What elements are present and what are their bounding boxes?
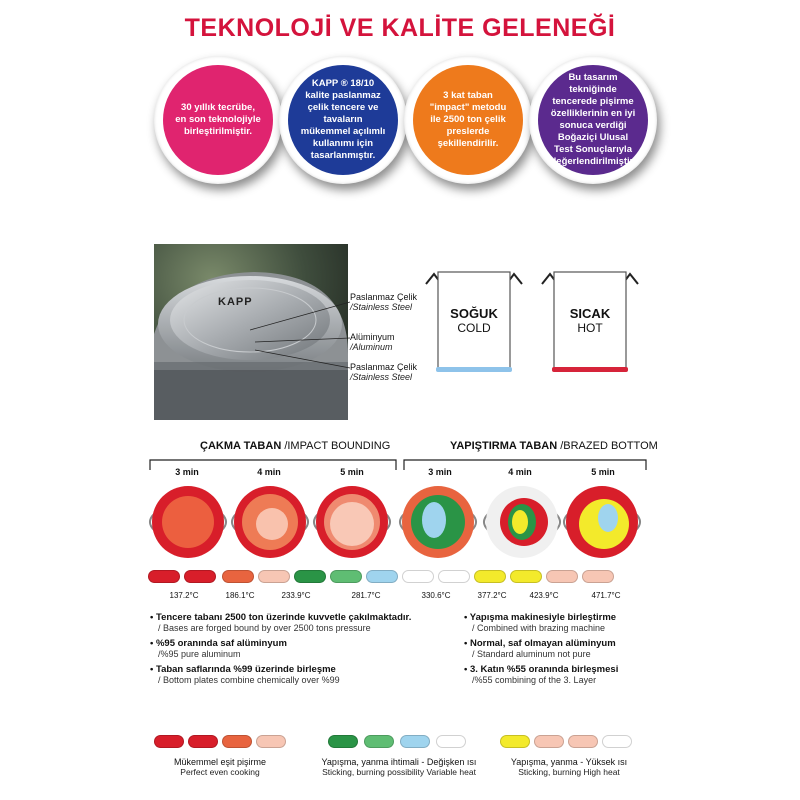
hot-pot-diagram [540,268,640,374]
feature-text: 3 kat taban "impact" metodu ile 2500 ton çelik preslerde şekillendirilir. [429,90,507,149]
pan-3min-brazed [402,486,474,558]
pot-label-en: HOT [577,321,603,335]
heat-color-pill [148,570,180,583]
bullet-item: • %95 oranında saf alüminyum /%95 pure aluminum [150,638,450,659]
minute-label: 5 min [340,467,364,477]
heat-color-pill [258,570,290,583]
legend-text: Mükemmel eşit pişirme [173,757,267,767]
legend-pill [436,735,466,748]
legend-pill [602,735,632,748]
page-title: TEKNOLOJİ VE KALİTE GELENEĞİ [184,14,616,42]
heat-color-pill [222,570,254,583]
minute-label: 5 min [591,467,615,477]
feature-circle-fill [163,65,273,175]
feature-circle-fill [288,65,398,175]
heat-color-pill [582,570,614,583]
legend-pill [500,735,530,748]
heat-pattern-pans [148,484,648,560]
heat-color-scale [148,570,648,584]
layer-label-middle [350,332,395,352]
temperature-label: 233.9°C [281,591,311,600]
temperature-label: 377.2°C [477,591,507,600]
legend-pill [188,735,218,748]
bullet-item: • Yapışma makinesiyle birleştirme / Combined with brazing machine [464,612,664,633]
layer-label-top [350,292,417,312]
section-heading-impact [200,440,390,452]
pot-label-en: COLD [457,321,491,335]
pan-5min-brazed [566,486,638,558]
minute-label: 3 min [428,467,452,477]
pan-4min-impact [234,486,306,558]
legend-variable-heat [314,735,484,777]
temperature-label: 423.9°C [529,591,559,600]
feature-circle-test [529,56,657,184]
legend-subtext: Sticking, burning possibility Variable heat [322,767,476,777]
feature-text: Bu tasarım tekniğinde tencerede pişirme özelliklerinin en iyi sonuca verdiği Boğaziçi Ulusal Test Sonuçlarıyla değerlendirilmiştir. [550,72,636,167]
legend-text: Yapışma, yanma - Yüksek ısı [510,757,628,767]
heat-color-pill [184,570,216,583]
temperature-label: 330.6°C [421,591,451,600]
minute-label: 4 min [257,467,281,477]
legend-pill [328,735,358,748]
pan-5min-impact [316,486,388,558]
section-heading-brazed [450,440,658,452]
pan-4min-brazed [486,486,558,558]
bullet-subtext: /%95 pure aluminum [158,649,241,659]
bullet-subtext: /%55 combining of the 3. Layer [472,675,597,685]
heat-color-pill [546,570,578,583]
bullet-item: • Tencere tabanı 2500 ton üzerinde kuvvetle çakılmaktadır. / Bases are forged bound by over 2500 tons pressure [150,612,450,633]
layer-name-en: /Stainless Steel [350,302,413,312]
temperature-label: 137.2°C [169,591,199,600]
legend-even-cooking [150,735,290,777]
feature-circle-design [279,56,407,184]
legend-subtext: Perfect even cooking [180,767,260,777]
feature-circle-experience [154,56,282,184]
legend-pill [400,735,430,748]
brazed-bullets [464,612,664,685]
heat-color-pill [366,570,398,583]
bullet-text: 3. Katın %55 oranında birleşmesi [469,664,619,675]
bullet-text: %95 oranında saf alüminyum [155,638,287,649]
bullet-subtext: / Standard aluminum not pure [472,649,591,659]
feature-circle-impact [404,56,532,184]
layer-name: Paslanmaz Çelik [350,292,418,302]
layer-name-en: /Aluminum [350,342,393,352]
brand-logo: KAPP [218,296,253,308]
bullet-item: • Normal, saf olmayan alüminyum / Standard aluminum not pure [464,638,664,659]
temperature-label: 186.1°C [225,591,255,600]
legend-pill [256,735,286,748]
feature-circle-fill [538,65,648,175]
heat-color-pill [402,570,434,583]
legend-pill [568,735,598,748]
legend-pill [222,735,252,748]
legend-text: Yapışma, yanma ihtimali - Değişken ısı [321,757,477,767]
legend-high-heat [494,735,644,777]
heat-color-pill [438,570,470,583]
heat-color-pill [510,570,542,583]
temperature-label: 281.7°C [351,591,381,600]
pot-label-tr: SICAK [569,306,611,321]
bullet-item: • 3. Katın %55 oranında birleşmesi /%55 combining of the 3. Layer [464,664,664,685]
bullet-text: Yapışma makinesiyle birleştirme [469,612,617,623]
legend-pill [364,735,394,748]
bullet-text: Tencere tabanı 2500 ton üzerinde kuvvetle çakılmaktadır. [155,612,412,623]
feature-text: 30 yıllık tecrübe, en son teknolojiyle birleştirilmiştir. [175,102,261,137]
layer-name: Paslanmaz Çelik [350,362,418,372]
bullet-text: Normal, saf olmayan alüminyum [469,638,616,649]
heat-color-pill [474,570,506,583]
bullet-text: Taban saflarında %99 üzerinde birleşme [155,664,336,675]
feature-circle-fill [413,65,523,175]
layer-leader-lines [250,300,360,380]
heat-color-pill [330,570,362,583]
feature-text: KAPP ® 18/10 kalite paslanmaz çelik tencere ve tavaların mükemmel açılımlı kullanımı için tasarlanmıştır. [300,78,386,161]
layer-name-en: /Stainless Steel [350,372,413,382]
legend-pill [534,735,564,748]
legend-subtext: Sticking, burning High heat [518,767,620,777]
layer-label-bottom [350,362,417,382]
pot-label-tr: SOĞUK [450,306,498,321]
heat-color-pill [294,570,326,583]
layer-name: Alüminyum [350,332,395,342]
section-brackets [148,456,648,476]
bullet-subtext: / Bases are forged bound by over 2500 tons pressure [158,623,371,633]
minute-label: 4 min [508,467,532,477]
bullet-subtext: / Combined with brazing machine [472,623,606,633]
impact-bullets [150,612,450,685]
section-heading-rest: /BRAZED BOTTOM [557,440,658,452]
section-heading-bold: YAPIŞTIRMA TABAN [450,440,558,452]
pan-3min-impact [152,486,224,558]
legend-pill [154,735,184,748]
temperature-label: 471.7°C [591,591,621,600]
section-heading-bold: ÇAKMA TABAN [200,440,282,452]
bullet-item: • Taban saflarında %99 üzerinde birleşme / Bottom plates combine chemically over %99 [150,664,450,685]
section-heading-rest: /IMPACT BOUNDING [281,440,391,452]
bullet-subtext: / Bottom plates combine chemically over %99 [158,675,340,685]
minute-label: 3 min [175,467,199,477]
cold-pot-diagram [424,268,524,374]
